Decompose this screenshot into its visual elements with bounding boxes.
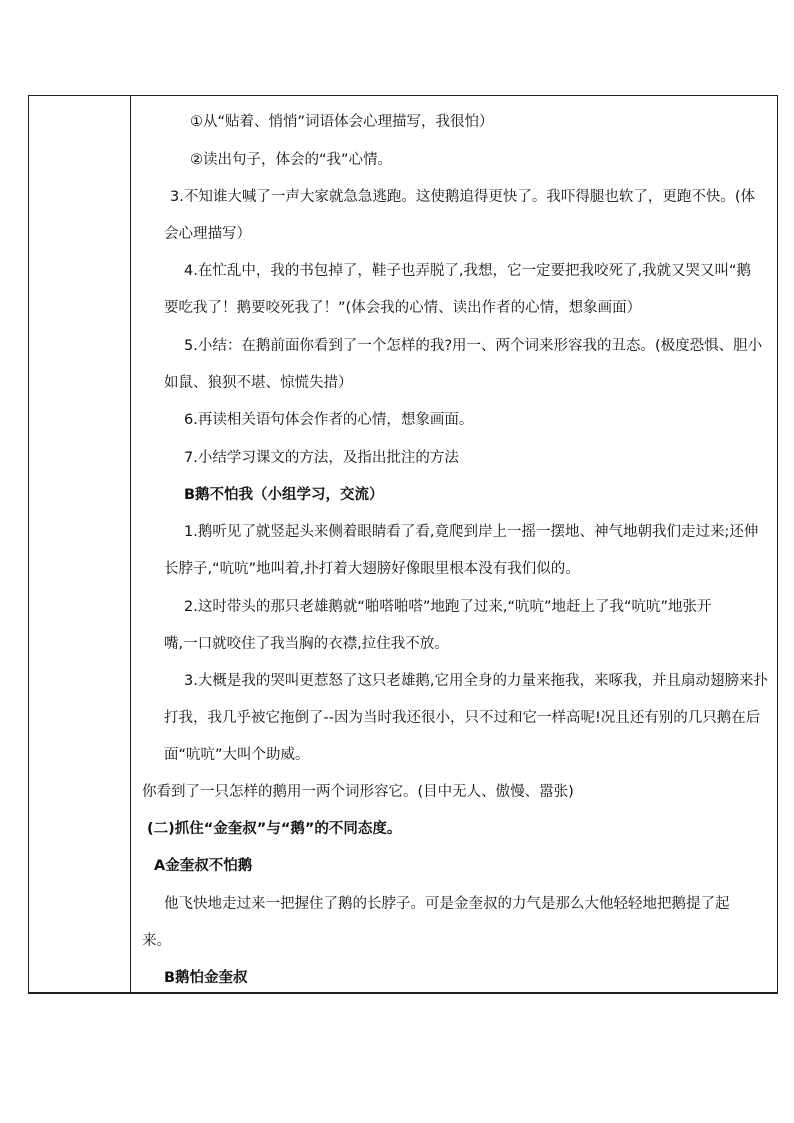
text-line: 5.小结：在鹅前面你看到了一个怎样的我?用一、两个词来形容我的丑态。(极度恐惧、胆小	[184, 338, 763, 354]
text-line: 嘴,一口就咬住了我当胸的衣襟,拉住我不放。	[164, 636, 449, 652]
section-heading: B鹅不怕我（小组学习，交流）	[184, 487, 384, 503]
text-line: 长脖子,“吭吭”地叫着,扑打着大翅膀好像眼里根本没有我们似的。	[164, 561, 580, 577]
section-heading: (二)抓住“金奎叔”与“鹅”的不同态度。	[147, 821, 402, 837]
text-line: ①从“贴着、悄悄”词语体会心理描写，我很怕）	[190, 114, 494, 130]
text-line: 打我，我几乎被它拖倒了--因为当时我还很小，只不过和它一样高呢!况且还有别的几只鹅在后	[164, 710, 761, 726]
text-line: 会心理描写）	[164, 226, 251, 242]
lesson-table	[28, 95, 778, 993]
text-line: 6.再读相关语句体会作者的心情，想象画面。	[184, 412, 474, 428]
table-bottom-border	[28, 992, 778, 994]
text-line: 要吃我了！鹅要咬死我了！”(体会我的心情、读出作者的心情，想象画面）	[164, 300, 642, 316]
text-line: 如鼠、狼狈不堪、惊慌失措）	[164, 375, 353, 391]
column-divider	[130, 96, 131, 992]
text-line: 2.这时带头的那只老雄鹅就“啪嗒啪嗒”地跑了过来,“吭吭”地赶上了我“吭吭”地张开	[184, 599, 712, 615]
text-line: 面“吭吭”大叫个助威。	[164, 747, 310, 763]
text-line: ②读出句子，体会的“我”心情。	[190, 152, 393, 168]
text-line: 3.大概是我的哭叫更惹怒了这只老雄鹅,它用全身的力量来拖我，来啄我，并且扇动翅膀来扑	[184, 673, 768, 689]
section-heading: A金奎叔不怕鹅	[154, 858, 253, 874]
text-line: 他飞快地走过来一把握住了鹅的长脖子。可是金奎叔的力气是那么大他轻轻地把鹅提了起	[164, 896, 730, 912]
text-line: 4.在忙乱中，我的书包掉了，鞋子也弄脱了,我想，它一定要把我咬死了,我就又哭又叫“鹅	[184, 263, 752, 279]
text-line: 你看到了一只怎样的鹅用一两个词形容它。(目中无人、傲慢、嚣张)	[142, 784, 574, 800]
section-heading: B鹅怕金奎叔	[164, 970, 248, 986]
text-line: 来。	[142, 933, 171, 949]
text-line: 3.不知谁大喊了一声大家就急急逃跑。这使鹅追得更快了。我吓得腿也软了，更跑不快。(体	[170, 189, 755, 205]
text-line: 7.小结学习课文的方法，及指出批注的方法	[184, 450, 459, 466]
text-line: 1.鹅听见了就竖起头来侧着眼睛看了看,竟爬到岸上一摇一摆地、神气地朝我们走过来;还伸	[184, 524, 759, 540]
